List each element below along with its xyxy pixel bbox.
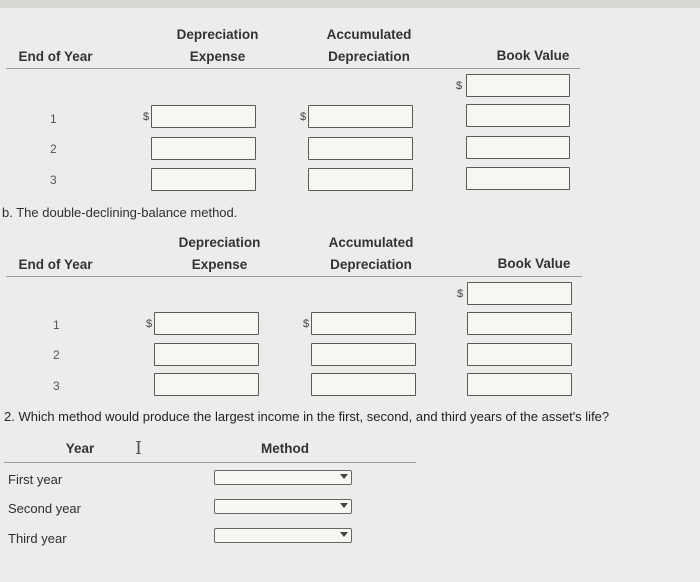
acc-dep-b-year1-input[interactable] (311, 312, 416, 335)
book-value-b-year3-input[interactable] (467, 373, 572, 396)
currency-symbol: $ (456, 80, 463, 92)
year-label-a-2: 2 (50, 142, 57, 156)
dep-expense-a-year2-input[interactable] (151, 137, 256, 160)
header-acc-dep-a-line2: Depreciation (328, 49, 410, 64)
dep-expense-a-year3-input[interactable] (151, 168, 256, 191)
book-value-a-year1-input[interactable] (466, 104, 570, 127)
dep-expense-b-year1-input[interactable] (154, 312, 259, 335)
year-label-b-2: 2 (53, 348, 60, 362)
book-value-b-year2-input[interactable] (467, 343, 572, 366)
year-label-a-3: 3 (50, 173, 57, 187)
book-value-a-year0-input[interactable] (466, 74, 570, 97)
header-rule-a (6, 68, 580, 69)
method-select-third-year[interactable] (214, 528, 352, 543)
header-end-of-year-a: End of Year (18, 49, 93, 64)
acc-dep-a-year3-input[interactable] (308, 168, 413, 191)
header-acc-dep-b-line1: Accumulated (328, 235, 414, 250)
chevron-down-icon (340, 503, 348, 508)
year-label-b-3: 3 (53, 379, 60, 393)
header-acc-dep-a-line1: Accumulated (326, 27, 412, 42)
book-value-b-year1-input[interactable] (467, 312, 572, 335)
header-book-value-a: Book Value (496, 48, 570, 63)
header-rule-b (6, 276, 582, 277)
row-label-first-year: First year (8, 472, 63, 487)
question-2-text: 2. Which method would produce the largest income in the first, second, and third years of the asset's life? (4, 409, 610, 424)
header-dep-expense-b-line1: Depreciation (178, 235, 261, 250)
row-label-second-year: Second year (8, 501, 81, 516)
chevron-down-icon (340, 474, 348, 479)
dep-expense-b-year2-input[interactable] (154, 343, 259, 366)
header-year: Year (65, 441, 95, 456)
year-label-a-1: 1 (50, 112, 57, 126)
chevron-down-icon (340, 532, 348, 537)
header-dep-expense-b-line2: Expense (191, 257, 248, 272)
book-value-b-year0-input[interactable] (467, 282, 572, 305)
row-label-third-year: Third year (8, 531, 67, 546)
currency-symbol: $ (143, 111, 150, 123)
top-edge-strip (0, 0, 700, 8)
currency-symbol: $ (300, 111, 307, 123)
dep-expense-a-year1-input[interactable] (151, 105, 256, 128)
header-acc-dep-b-line2: Depreciation (330, 257, 412, 272)
book-value-a-year2-input[interactable] (466, 136, 570, 159)
method-select-second-year[interactable] (214, 499, 352, 514)
header-dep-expense-a-line1: Depreciation (176, 27, 259, 42)
acc-dep-a-year2-input[interactable] (308, 137, 413, 160)
currency-symbol: $ (146, 318, 153, 330)
acc-dep-a-year1-input[interactable] (308, 105, 413, 128)
currency-symbol: $ (303, 318, 310, 330)
currency-symbol: $ (457, 288, 464, 300)
text-cursor-icon: I (135, 438, 143, 459)
header-dep-expense-a-line2: Expense (189, 49, 246, 64)
acc-dep-b-year3-input[interactable] (311, 373, 416, 396)
dep-expense-b-year3-input[interactable] (154, 373, 259, 396)
year-label-b-1: 1 (53, 318, 60, 332)
book-value-a-year3-input[interactable] (466, 167, 570, 190)
section-b-title: b. The double-declining-balance method. (2, 205, 238, 220)
header-book-value-b: Book Value (497, 256, 571, 271)
header-method: Method (261, 441, 309, 456)
header-rule-q2 (4, 462, 416, 463)
acc-dep-b-year2-input[interactable] (311, 343, 416, 366)
header-end-of-year-b: End of Year (18, 257, 93, 272)
method-select-first-year[interactable] (214, 470, 352, 485)
